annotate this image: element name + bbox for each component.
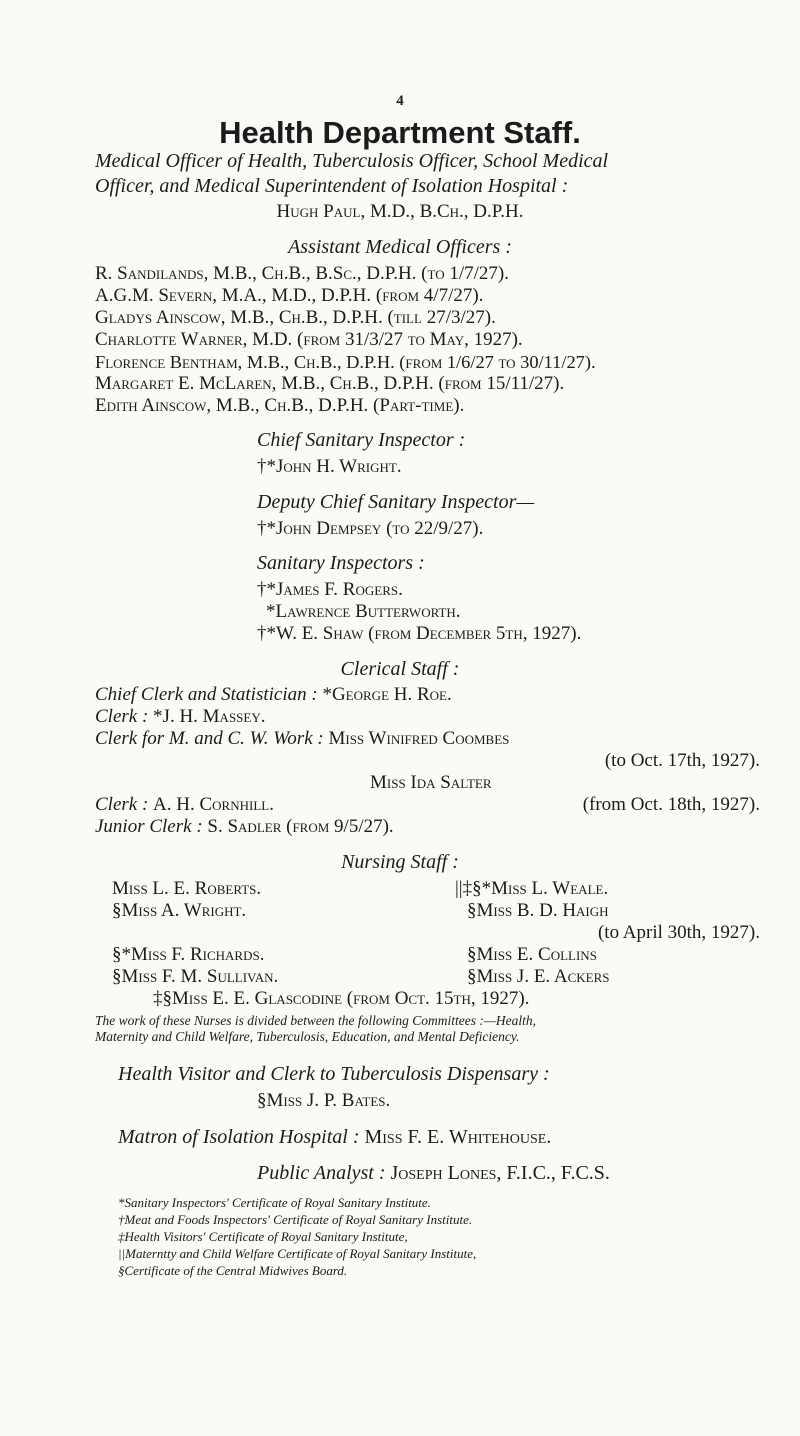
health-visitor-heading: Health Visitor and Clerk to Tuberculosis Dispensary :: [118, 1063, 550, 1085]
nursing-note-line1: The work of these Nurses is divided between the following Committees :—Health,: [95, 1013, 536, 1028]
nurse-last-item: ‡§Miss E. E. Glascodine (from Oct. 15th, 1927).: [153, 988, 530, 1009]
nurse-right-item: §Miss E. Collins: [467, 944, 597, 965]
chief-clerk-label: Chief Clerk and Statistician :: [95, 684, 318, 705]
sanitary-item: †*James F. Rogers.: [257, 579, 403, 600]
clerical-heading: Clerical Staff :: [340, 658, 460, 680]
clerk-name: *J. H. Massey.: [153, 706, 266, 727]
clerk-label: Clerk :: [95, 706, 149, 727]
mcw-clerk-name1: Miss Winifred Coombes: [328, 728, 510, 749]
sanitary-heading: Sanitary Inspectors :: [257, 552, 425, 574]
moh-name: Hugh Paul, M.D., B.Ch., D.P.H.: [276, 201, 524, 222]
nurse-right-item: §Miss J. E. Ackers: [467, 966, 610, 987]
nursing-heading: Nursing Staff :: [341, 851, 459, 873]
nurse-left-item: §*Miss F. Richards.: [112, 944, 265, 965]
footnote: *Sanitary Inspectors' Certificate of Royal Sanitary Institute.: [118, 1195, 431, 1210]
analyst-name: Joseph Lones, F.I.C., F.C.S.: [390, 1162, 610, 1184]
mcw-clerk-label: Clerk for M. and C. W. Work :: [95, 728, 324, 749]
footnote: †Meat and Foods Inspectors' Certificate of Royal Sanitary Institute.: [118, 1212, 473, 1227]
mcw-clerk-name2: Miss Ida Salter: [370, 772, 492, 793]
assistant-item: Florence Bentham, M.B., Ch.B., D.P.H. (from 1/6/27 to 30/11/27).: [95, 352, 596, 372]
matron-name: Miss F. E. Whitehouse.: [364, 1126, 552, 1148]
footnote: §Certificate of the Central Midwives Board.: [118, 1263, 348, 1278]
assistants-heading: Assistant Medical Officers :: [288, 236, 512, 258]
sanitary-item: †*W. E. Shaw (from December 5th, 1927).: [257, 623, 582, 644]
deputy-si-name: †*John Dempsey (to 22/9/27).: [257, 518, 484, 539]
footnote: ||Materntty and Child Welfare Certificate of Royal Sanitary Institute,: [118, 1246, 477, 1261]
assistant-item: R. Sandilands, M.B., Ch.B., B.Sc., D.P.H. (to 1/7/27).: [95, 263, 509, 284]
moh-heading-line2: Officer, and Medical Superintendent of Isolation Hospital :: [95, 175, 569, 197]
footnote: ‡Health Visitors' Certificate of Royal Sanitary Institute,: [118, 1229, 408, 1244]
mcw-clerk-note2: (from Oct. 18th, 1927).: [582, 794, 760, 815]
deputy-si-heading: Deputy Chief Sanitary Inspector—: [257, 491, 535, 513]
nurse-right-item: §Miss B. D. Haigh: [467, 900, 609, 921]
chief-si-heading: Chief Sanitary Inspector :: [257, 429, 466, 451]
junior-clerk-name: S. Sadler (from 9/5/27).: [207, 816, 394, 837]
sanitary-item: *Lawrence Butterworth.: [266, 601, 461, 622]
matron-label: Matron of Isolation Hospital :: [118, 1126, 360, 1148]
page-number: 4: [396, 93, 404, 109]
assistant-item: A.G.M. Severn, M.A., M.D., D.P.H. (from 4/7/27).: [95, 285, 484, 306]
health-visitor-name: §Miss J. P. Bates.: [257, 1090, 391, 1111]
chief-si-name: †*John H. Wright.: [257, 456, 402, 477]
nurse-left-item: §Miss F. M. Sullivan.: [112, 966, 279, 987]
clerk2-label: Clerk :: [95, 794, 149, 815]
nurse-right-item: ||‡§*Miss L. Weale.: [455, 878, 609, 899]
assistant-item: Charlotte Warner, M.D. (from 31/3/27 to May, 1927).: [95, 329, 523, 350]
clerk2-name: A. H. Cornhill.: [153, 794, 274, 815]
nurse-right-note: (to April 30th, 1927).: [597, 922, 760, 943]
moh-heading-line1: Medical Officer of Health, Tuberculosis Officer, School Medical: [95, 150, 609, 172]
assistant-item: Margaret E. McLaren, M.B., Ch.B., D.P.H. (from 15/11/27).: [95, 373, 565, 394]
assistant-item: Gladys Ainscow, M.B., Ch.B., D.P.H. (till 27/3/27).: [95, 307, 496, 328]
mcw-clerk-note1: (to Oct. 17th, 1927).: [604, 750, 760, 771]
nurse-left-item: Miss L. E. Roberts.: [112, 878, 262, 899]
chief-clerk-name: *George H. Roe.: [322, 684, 452, 705]
nurse-left-item: §Miss A. Wright.: [112, 900, 247, 921]
assistant-item: Edith Ainscow, M.B., Ch.B., D.P.H. (Part-time).: [95, 395, 465, 416]
analyst-label: Public Analyst :: [257, 1162, 386, 1184]
nursing-note-line2: Maternity and Child Welfare, Tuberculosis, Education, and Mental Deficiency.: [95, 1029, 520, 1044]
page-title: Health Department Staff.: [219, 115, 581, 150]
junior-clerk-label: Junior Clerk :: [95, 816, 203, 837]
